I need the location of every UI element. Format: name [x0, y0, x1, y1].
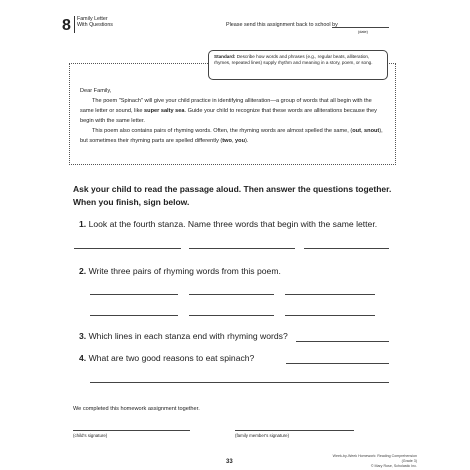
letter-greeting: Dear Family, [80, 88, 112, 94]
p2-text-a: This poem also contains pairs of rhyming words. Often, the rhyming words are almost spelled the same, ( [92, 128, 353, 135]
p2-word-you: you [235, 138, 245, 145]
question-text: Look at the fourth stanza. Name three words that begin with the same letter. [88, 219, 378, 229]
unit-number: 8 [62, 17, 71, 34]
p2-sep-2: , [231, 138, 236, 145]
unit-label-line2: With Questions [77, 22, 113, 29]
p1-example: super salty sea [144, 108, 185, 115]
p2-word-two: two [222, 138, 232, 145]
answer-line[interactable] [304, 248, 389, 249]
page-number: 33 [226, 459, 233, 465]
answer-line[interactable] [90, 315, 178, 316]
unit-label [77, 16, 127, 29]
question-4 [79, 353, 254, 363]
p2-text-end: ). [245, 138, 249, 145]
standard-label: Standard: [214, 54, 236, 59]
question-number: 1. [79, 219, 87, 229]
instructions: Ask your child to read the passage aloud. Then answer the questions together. When you finish, sign below. [73, 184, 392, 207]
answer-line[interactable] [285, 315, 375, 316]
p2-sep-1: , [360, 128, 365, 135]
p1-text-b: . Guide your child to recognize that these words are alliterations because they begin with the same letter. [80, 108, 377, 125]
standard-text: Describe how words and phrases (e.g., regular beats, alliteration, rhymes, repeated lines) supply rhythm and meaning in a story, poem, or song. [214, 54, 373, 66]
question-text: Which lines in each stanza end with rhyming words? [88, 331, 288, 341]
unit-label-line1: Family Letter [77, 16, 108, 22]
answer-line[interactable] [90, 294, 178, 295]
letter-paragraph-2 [80, 126, 385, 146]
letter-paragraph-1 [80, 96, 385, 126]
answer-line[interactable] [296, 341, 389, 342]
answer-line[interactable] [189, 248, 295, 249]
p2-word-snout: snout [364, 128, 380, 135]
p2-text-b: ), but sometimes their rhyming parts are spelled differently ( [80, 128, 383, 145]
question-2 [79, 266, 281, 276]
answer-line[interactable] [74, 248, 181, 249]
p2-word-out: out [352, 128, 361, 135]
question-3 [79, 331, 288, 341]
completed-statement: We completed this homework assignment together. [73, 406, 200, 412]
credit-line-2: © Mary Rose, Scholastic Inc. [370, 464, 417, 468]
question-text: Write three pairs of rhyming words from this poem. [88, 266, 281, 276]
family-signature-field[interactable] [235, 430, 354, 431]
family-signature-label: (family member's signature) [235, 433, 290, 438]
family-letter [80, 86, 385, 147]
send-back-text: Please send this assignment back to school by [226, 22, 338, 28]
question-number: 3. [79, 331, 87, 341]
child-signature-label: (child's signature) [73, 433, 108, 438]
answer-line[interactable] [189, 315, 274, 316]
p1-text-a: The poem "Spinach" will give your child practice in identifying alliteration—a group of words that all begin with the same letter or sound, like [80, 98, 372, 115]
due-date-field[interactable] [332, 27, 389, 28]
standard-box [208, 50, 388, 80]
date-label: (date) [358, 30, 368, 34]
footer-credit [327, 454, 417, 469]
header-divider [74, 16, 75, 33]
question-1 [79, 219, 377, 229]
answer-line[interactable] [189, 294, 274, 295]
question-number: 4. [79, 353, 87, 363]
question-text: What are two good reasons to eat spinach? [88, 353, 255, 363]
answer-line[interactable] [286, 363, 389, 364]
answer-line[interactable] [285, 294, 375, 295]
credit-line-1: Week-by-Week Homework: Reading Comprehension (Grade 3) [332, 454, 417, 463]
question-number: 2. [79, 266, 87, 276]
answer-line[interactable] [90, 382, 389, 383]
child-signature-field[interactable] [73, 430, 190, 431]
